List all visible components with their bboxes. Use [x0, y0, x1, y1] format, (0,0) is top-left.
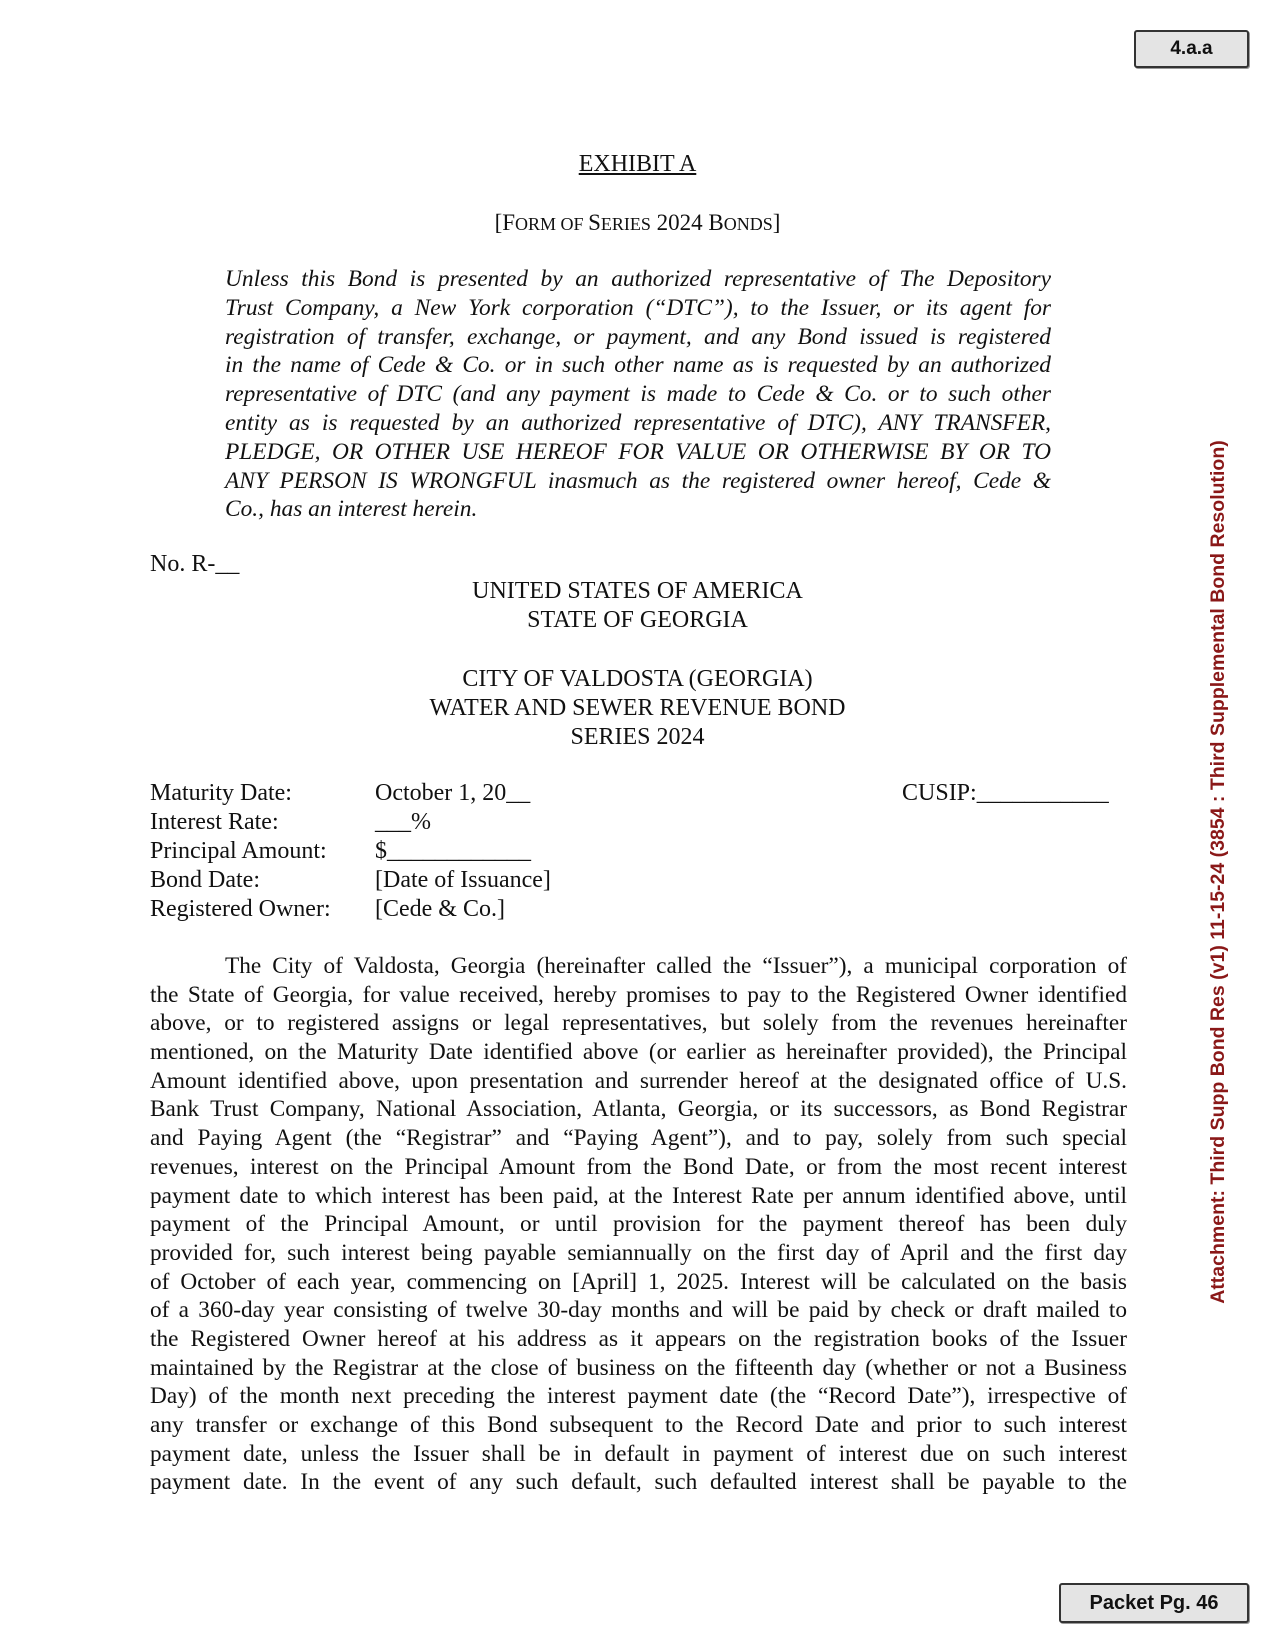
field-label: Registered Owner:: [150, 896, 331, 922]
packet-page-tag: Packet Pg. 46: [1059, 1583, 1249, 1623]
maturity-date-row: [150, 779, 551, 808]
item-number-tag: 4.a.a: [1134, 30, 1249, 68]
body-line: Bank Trust Company, National Association, Atlanta, Georgia, or its successors, as Bond Registrar: [150, 1096, 1127, 1123]
legend-line: Trust Company, a New York corporation (“DTC”), to the Issuer, or its agent for: [225, 294, 1051, 321]
field-label: Interest Rate:: [150, 809, 279, 835]
field-value: [Cede & Co.]: [375, 896, 505, 922]
field-label: Maturity Date:: [150, 780, 292, 806]
bond-number: No. R-__: [150, 551, 240, 577]
interest-rate-row: [150, 808, 551, 837]
body-line: the State of Georgia, for value received, hereby promises to pay to the Registered Owner identified: [150, 981, 1127, 1008]
caption-issuer: CITY OF VALDOSTA (GEORGIA): [462, 666, 813, 692]
field-value: October 1, 20__: [375, 780, 531, 806]
legend-line: PLEDGE, OR OTHER USE HEREOF FOR VALUE OR OTHERWISE BY OR TO: [225, 438, 1051, 465]
form-heading-part: ]: [772, 210, 781, 235]
body-line: payment date, unless the Issuer shall be in default in payment of interest due on such interest: [150, 1440, 1127, 1467]
body-line: revenues, interest on the Principal Amount from the Bond Date, or from the most recent interest: [150, 1153, 1127, 1180]
body-line: and Paying Agent (the “Registrar” and “Paying Agent”), and to pay, solely from such special: [150, 1125, 1127, 1152]
body-line: payment of the Principal Amount, or until provision for the payment thereof has been duly: [150, 1211, 1127, 1238]
body-line: The City of Valdosta, Georgia (hereinafter called the “Issuer”), a municipal corporation of: [225, 953, 1127, 979]
form-heading-part: ERIES: [600, 214, 651, 234]
body-line: maintained by the Registrar at the close of business on the fifteenth day (whether or not a Business: [150, 1354, 1127, 1381]
dtc-legend: [225, 265, 1051, 524]
form-heading-part: 2024 B: [650, 210, 724, 235]
legend-line: ANY PERSON IS WRONGFUL inasmuch as the registered owner hereof, Cede &: [225, 467, 1051, 494]
cusip-field: CUSIP:___________: [902, 780, 1109, 806]
field-value: $____________: [375, 838, 531, 864]
legend-line: Co., has an interest herein.: [225, 496, 478, 523]
form-heading: [150, 208, 1125, 239]
body-line: any transfer or exchange of this Bond subsequent to the Record Date and prior to such interest: [150, 1412, 1127, 1438]
bond-date-row: [150, 866, 551, 895]
attachment-sidebar-label: Attachment: Third Supp Bond Res (v1) 11-15-24 (3854 : Third Supplemental Bond Resolution): [1207, 440, 1229, 1304]
body-line: payment date. In the event of any such default, such defaulted interest shall be payable to the: [150, 1469, 1127, 1496]
form-heading-part: ONDS: [723, 214, 773, 234]
form-heading-part: ORM OF: [515, 214, 589, 234]
bond-body-paragraph: [150, 952, 1127, 1497]
caption-bond-name: WATER AND SEWER REVENUE BOND: [429, 695, 846, 721]
body-line: Day) of the month next preceding the interest payment date (the “Record Date”), irrespective of: [150, 1383, 1127, 1410]
caption-country: UNITED STATES OF AMERICA: [472, 578, 803, 604]
field-value: ___%: [375, 809, 431, 835]
caption-series: SERIES 2024: [570, 724, 705, 750]
principal-amount-row: [150, 837, 551, 866]
legend-line: in the name of Cede & Co. or in such other name as is requested by an authorized: [225, 352, 1051, 379]
registered-owner-row: [150, 895, 551, 924]
body-line: provided for, such interest being payable semiannually on the first day of April and the first day: [150, 1239, 1127, 1266]
legend-line: entity as is requested by an authorized representative of DTC), ANY TRANSFER,: [225, 409, 1051, 436]
body-line: of a 360-day year consisting of twelve 30-day months and will be paid by check or draft mailed to: [150, 1297, 1127, 1324]
form-heading-part: S: [588, 210, 601, 235]
field-value: [Date of Issuance]: [375, 867, 551, 893]
body-line: Amount identified above, upon presentation and surrender hereof at the designated office of U.S.: [150, 1067, 1127, 1094]
form-heading-part: [F: [494, 210, 516, 235]
legend-line: Unless this Bond is presented by an authorized representative of The Depository: [225, 266, 1051, 292]
caption-state: STATE OF GEORGIA: [527, 607, 748, 633]
field-label: Bond Date:: [150, 867, 260, 893]
legend-line: representative of DTC (and any payment is made to Cede & Co. or to such other: [225, 381, 1051, 408]
body-line: the Registered Owner hereof at his address as it appears on the registration books of the Issuer: [150, 1325, 1127, 1352]
body-line: of October of each year, commencing on [April] 1, 2025. Interest will be calculated on the basis: [150, 1268, 1127, 1295]
exhibit-title: EXHIBIT A: [578, 151, 697, 177]
body-line: mentioned, on the Maturity Date identified above (or earlier as hereinafter provided), the Principal: [150, 1039, 1127, 1066]
legend-line: registration of transfer, exchange, or payment, and any Bond issued is registered: [225, 323, 1051, 350]
field-label: Principal Amount:: [150, 838, 327, 864]
body-line: payment date to which interest has been paid, at the Interest Rate per annum identified above, until: [150, 1182, 1127, 1209]
bond-terms: [150, 779, 551, 924]
body-line: above, or to registered assigns or legal representatives, but solely from the revenues hereinafter: [150, 1010, 1127, 1037]
